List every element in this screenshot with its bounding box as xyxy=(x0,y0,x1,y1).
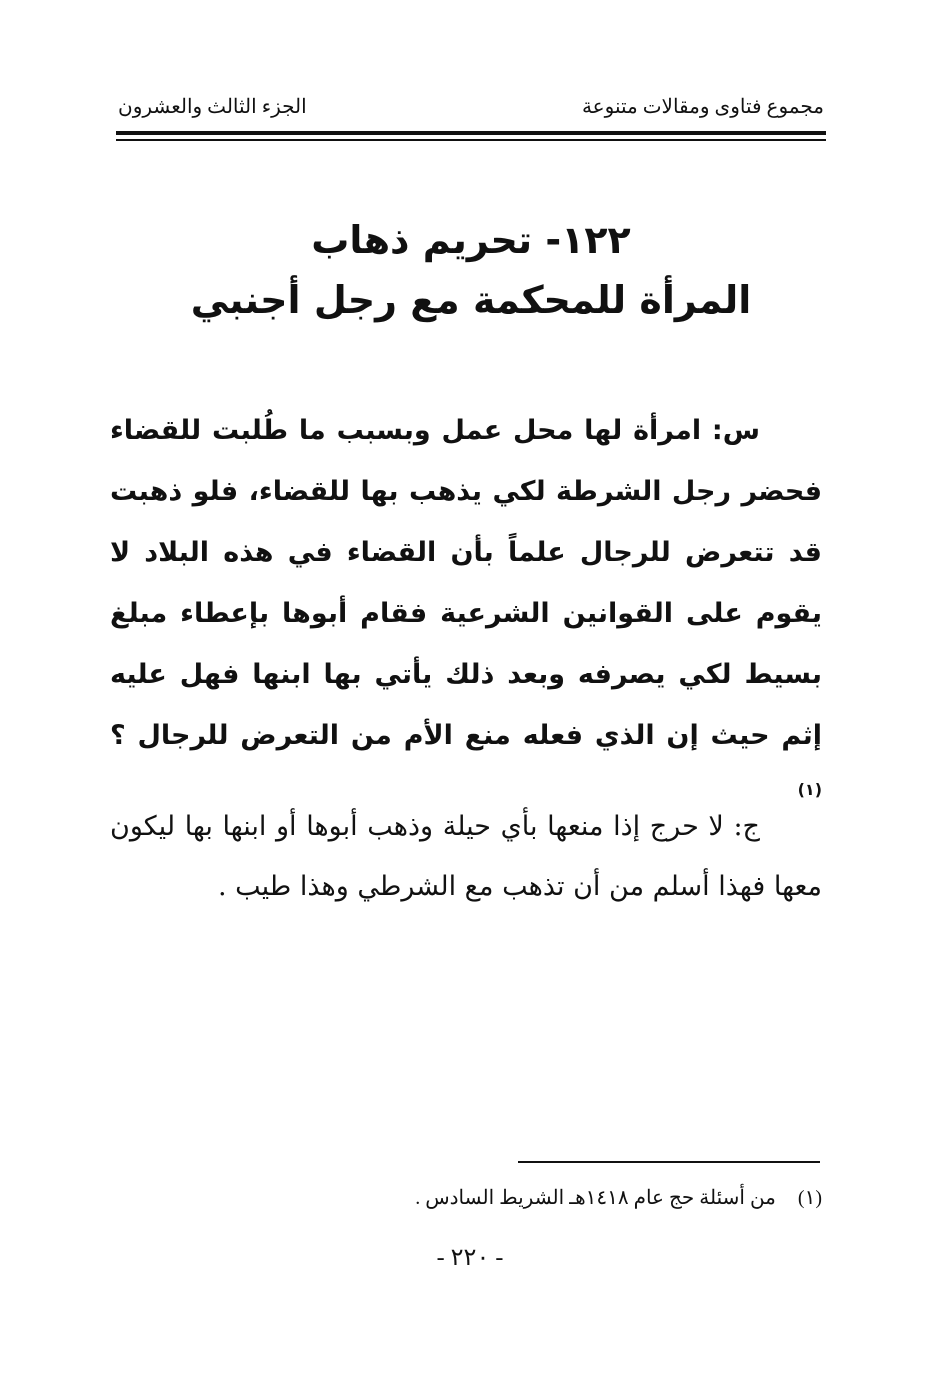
answer-paragraph xyxy=(110,797,822,917)
footnote-text: من أسئلة حج عام ١٤١٨هـ الشريط السادس . xyxy=(415,1187,776,1209)
book-title: مجموع فتاوى ومقالات متنوعة xyxy=(581,96,824,118)
fatwa-title xyxy=(118,210,824,330)
page-number: - ٢٢٠ - xyxy=(436,1245,504,1271)
header-rule-thin xyxy=(116,139,826,141)
footnote-reference: (١) xyxy=(797,780,822,799)
volume-label: الجزء الثالث والعشرون xyxy=(118,96,307,118)
question-paragraph xyxy=(110,400,822,827)
question-text: س: امرأة لها محل عمل وبسبب ما طُلبت للقضاء فحضر رجل الشرطة لكي يذهب بها للقضاء، فلو ذهبت قد تتعرض للرجال علماً بأن القضاء في هذه البلاد لا يقوم على القوانين الشرعية فقام أبوها بإعطاء مبلغ بسيط لكي يصرفه وبعد ذلك يأتي بها ابنها فهل عليه إثم حيث إن الذي فعله منع الأم من التعرض للرجال ؟ xyxy=(110,415,822,751)
footnote-separator xyxy=(518,1161,820,1163)
footnote-number: (١) xyxy=(797,1187,822,1209)
answer-text: ج: لا حرج إذا منعها بأي حيلة وذهب أبوها أو ابنها بها ليكون معها فهذا أسلم من أن تذهب مع الشرطي وهذا طيب . xyxy=(110,811,822,902)
title-line-2: المرأة للمحكمة مع رجل أجنبي xyxy=(190,278,752,322)
title-line-1: ١٢٢- تحريم ذهاب xyxy=(311,218,631,262)
footnote xyxy=(300,1183,822,1213)
running-header xyxy=(118,92,824,122)
header-rule-thick xyxy=(116,131,826,135)
